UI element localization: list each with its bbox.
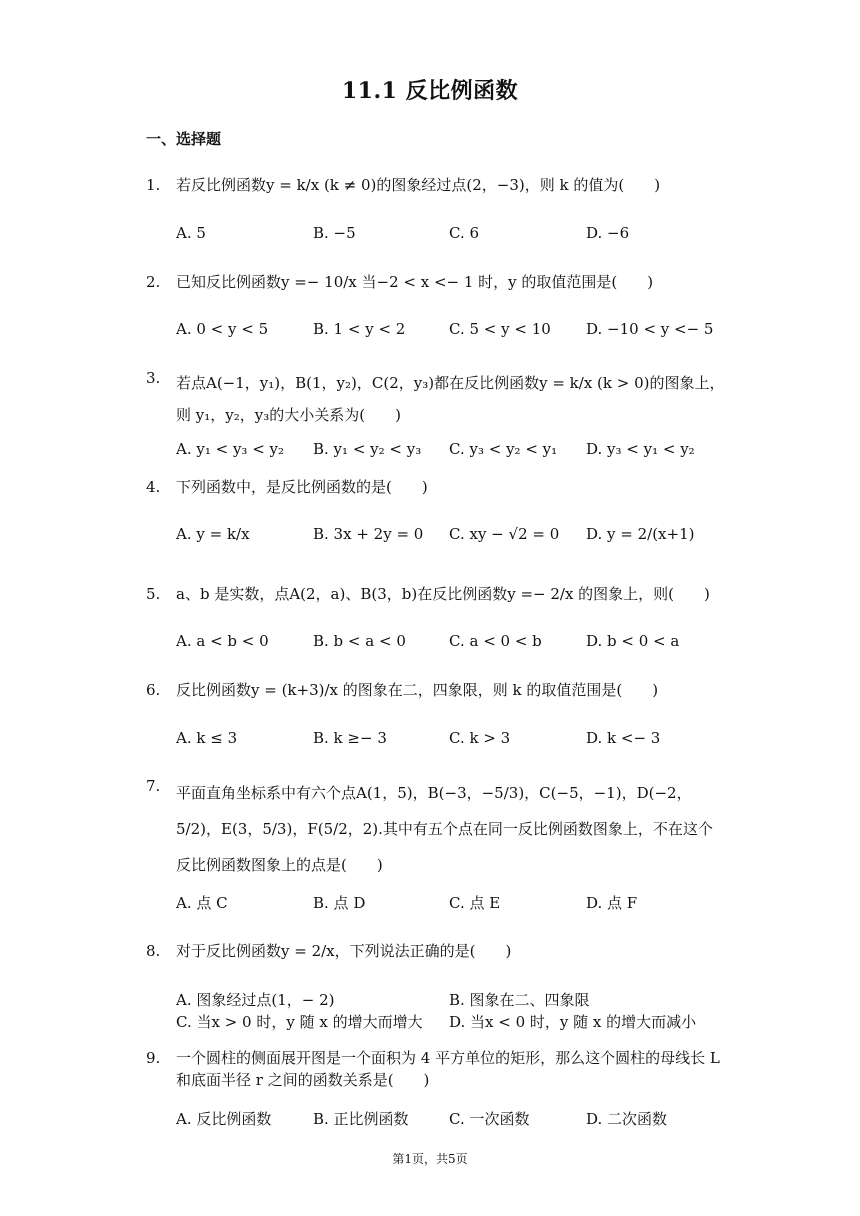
question-text: 若点A(−1，y₁)，B(1，y₂)，C(2，y₃)都在反比例函数y = k/x (k > 0)的图象上，则 y₁，y₂，y₃的大小关系为( ) — [176, 374, 725, 424]
question-number: 8. — [146, 942, 161, 960]
question-text: 反比例函数y = (k+3)/x 的图象在二，四象限，则 k 的取值范围是( ) — [176, 681, 659, 699]
question-number: 4. — [146, 478, 161, 496]
option-c[interactable]: C. 点 E — [449, 894, 501, 912]
question-7 — [146, 775, 726, 883]
page-title: 11.1 反比例函数 — [341, 78, 519, 104]
option-a[interactable]: A. 0 < y < 5 — [176, 320, 269, 338]
question-number: 2. — [146, 273, 161, 291]
question-number: 1. — [146, 176, 161, 194]
option-c[interactable]: C. 当x > 0 时，y 随 x 的增大而增大 — [176, 1013, 423, 1031]
option-c[interactable]: C. k > 3 — [449, 729, 511, 747]
option-a[interactable]: A. k ≤ 3 — [176, 729, 238, 747]
question-text: 已知反比例函数y =− 10/x 当−2 < x <− 1 时，y 的取值范围是( ) — [176, 273, 654, 291]
question-text: a、b 是实数，点A(2，a)、B(3，b)在反比例函数y =− 2/x 的图象上，则( ) — [176, 585, 710, 603]
option-b[interactable]: B. b < a < 0 — [313, 632, 406, 650]
option-d[interactable]: D. −6 — [586, 224, 630, 242]
question-2 — [146, 271, 726, 293]
option-b[interactable]: B. −5 — [313, 224, 356, 242]
question-number: 3. — [146, 369, 161, 387]
option-b[interactable]: B. 图象在二、四象限 — [449, 991, 590, 1009]
option-a[interactable]: A. y = k/x — [176, 525, 250, 543]
question-1 — [146, 174, 726, 196]
question-text: 一个圆柱的侧面展开图是一个面积为 4 平方单位的矩形，那么这个圆柱的母线长 L 和底面半径 r 之间的函数关系是( ) — [176, 1049, 720, 1089]
question-number: 9. — [146, 1049, 161, 1067]
option-d[interactable]: D. b < 0 < a — [586, 632, 680, 650]
option-a[interactable]: A. 反比例函数 — [176, 1110, 272, 1128]
option-d[interactable]: D. y₃ < y₁ < y₂ — [586, 440, 695, 458]
option-a[interactable]: A. 点 C — [176, 894, 228, 912]
question-text: 平面直角坐标系中有六个点A(1，5)，B(−3，−5/3)，C(−5，−1)，D(−2，5/2)，E(3，5/3)，F(5/2，2).其中有五个点在同一反比例函数图象上，不在这个反比例函数图象上的点是( ) — [176, 784, 713, 874]
option-d[interactable]: D. y = 2/(x+1) — [586, 525, 695, 543]
option-c[interactable]: C. y₃ < y₂ < y₁ — [449, 440, 558, 458]
question-text: 下列函数中，是反比例函数的是( ) — [176, 478, 428, 496]
option-d[interactable]: D. −10 < y <− 5 — [586, 320, 714, 338]
question-9 — [146, 1047, 726, 1091]
question-number: 7. — [146, 777, 161, 795]
question-number: 6. — [146, 681, 161, 699]
option-b[interactable]: B. 3x + 2y = 0 — [313, 525, 424, 543]
option-d[interactable]: D. k <− 3 — [586, 729, 661, 747]
option-a[interactable]: A. 5 — [176, 224, 206, 242]
option-c[interactable]: C. 6 — [449, 224, 480, 242]
option-c[interactable]: C. xy − √2 = 0 — [449, 525, 560, 543]
option-a[interactable]: A. y₁ < y₃ < y₂ — [176, 440, 285, 458]
question-6 — [146, 679, 726, 701]
option-d[interactable]: D. 点 F — [586, 894, 638, 912]
option-d[interactable]: D. 当x < 0 时，y 随 x 的增大而减小 — [449, 1013, 697, 1031]
question-8 — [146, 940, 726, 962]
option-a[interactable]: A. 图象经过点(1，− 2) — [176, 991, 335, 1009]
option-b[interactable]: B. 正比例函数 — [313, 1110, 409, 1128]
option-a[interactable]: A. a < b < 0 — [176, 632, 269, 650]
page-footer: 第1页，共5页 — [392, 1152, 468, 1166]
question-3 — [146, 367, 726, 431]
question-number: 5. — [146, 585, 161, 603]
option-c[interactable]: C. 一次函数 — [449, 1110, 530, 1128]
option-b[interactable]: B. y₁ < y₂ < y₃ — [313, 440, 422, 458]
question-text: 对于反比例函数y = 2/x，下列说法正确的是( ) — [176, 942, 512, 960]
question-4 — [146, 476, 726, 498]
option-b[interactable]: B. 1 < y < 2 — [313, 320, 406, 338]
option-d[interactable]: D. 二次函数 — [586, 1110, 668, 1128]
section-heading: 一、选择题 — [146, 130, 222, 148]
option-c[interactable]: C. 5 < y < 10 — [449, 320, 551, 338]
option-b[interactable]: B. 点 D — [313, 894, 366, 912]
option-c[interactable]: C. a < 0 < b — [449, 632, 542, 650]
option-b[interactable]: B. k ≥− 3 — [313, 729, 387, 747]
question-text: 若反比例函数y = k/x (k ≠ 0)的图象经过点(2，−3)，则 k 的值为( ) — [176, 176, 661, 194]
question-5 — [146, 583, 726, 605]
